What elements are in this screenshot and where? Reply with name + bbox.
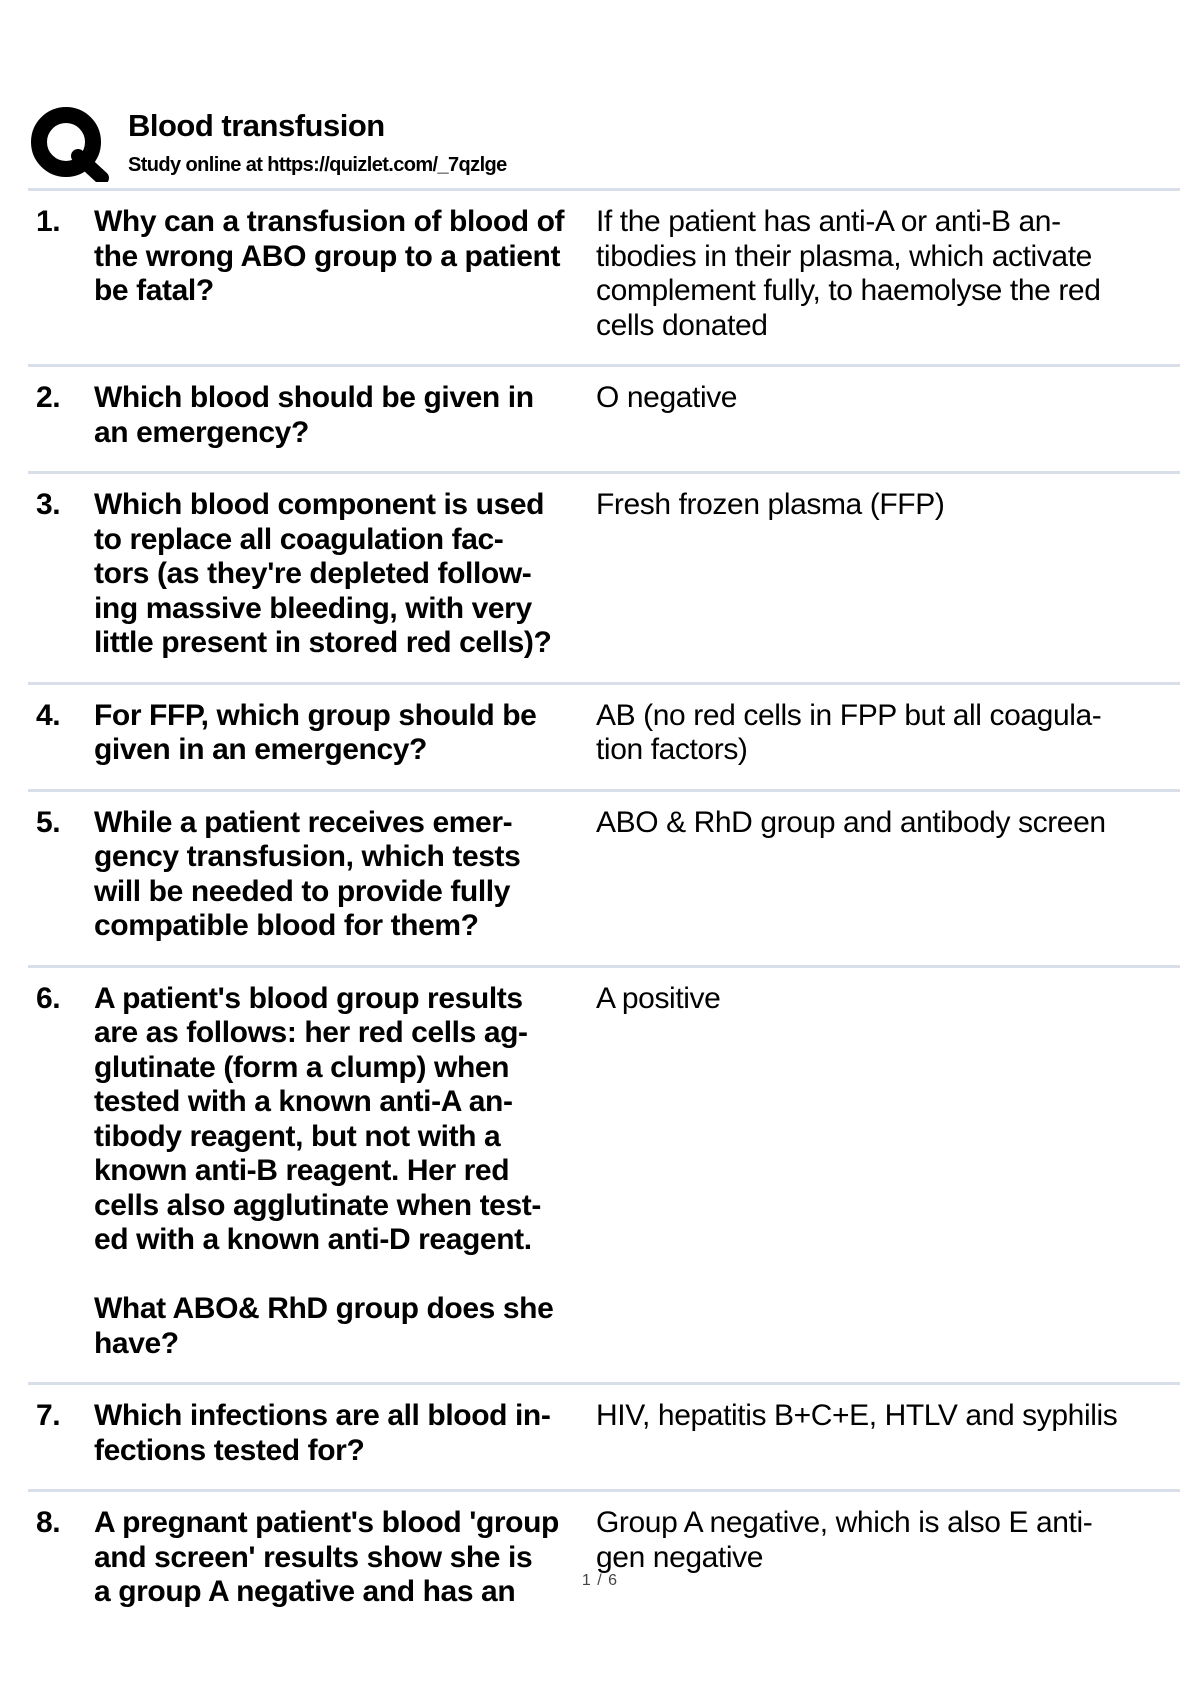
flashcard-row xyxy=(28,1385,1180,1489)
flashcard-row xyxy=(28,968,1180,1383)
card-term: Which blood should be given in an emergency? xyxy=(94,381,534,449)
card-term: For FFP, which group should be given in an emergency? xyxy=(94,698,537,766)
document-title: Blood transfusion xyxy=(128,108,385,143)
header xyxy=(30,104,1180,184)
flashcard-row xyxy=(28,367,1180,471)
card-term: A patient's blood group results are as follows: her red cells ag- glutinate (form a clump) when tested with a known anti-A an- tibody reagent, but not with a known anti-B reagent. Her red cells also agglutinate when test- ed with a known anti-D reagent. What ABO& RhD group does she have? xyxy=(94,981,554,1360)
card-definition: If the patient has anti-A or anti-B an- tibodies in their plasma, which activate complement fully, to haemolyse the red cells donated xyxy=(596,205,1101,342)
card-number: 3. xyxy=(36,488,61,521)
flashcard-list xyxy=(28,188,1180,1631)
card-definition: A positive xyxy=(596,981,721,1015)
card-term: Which infections are all blood in- fections tested for? xyxy=(94,1399,551,1467)
card-term: Why can a transfusion of blood of the wrong ABO group to a patient be fatal? xyxy=(94,205,565,307)
flashcard-row xyxy=(28,474,1180,682)
card-number: 6. xyxy=(36,981,61,1015)
flashcard-row xyxy=(28,191,1180,364)
card-term: While a patient receives emer- gency transfusion, which tests will be needed to provide fully compatible blood for them? xyxy=(94,805,521,942)
card-number: 5. xyxy=(36,805,61,839)
card-number: 7. xyxy=(36,1399,61,1432)
card-definition: HIV, hepatitis B+C+E, HTLV and syphilis xyxy=(596,1399,1118,1432)
card-definition: ABO & RhD group and antibody screen xyxy=(596,805,1106,839)
card-definition: Fresh frozen plasma (FFP) xyxy=(596,488,945,521)
page-number: 1 / 6 xyxy=(581,1572,619,1589)
card-number: 2. xyxy=(36,381,61,414)
card-number: 8. xyxy=(36,1506,61,1539)
card-number: 1. xyxy=(36,205,61,238)
flashcard-row xyxy=(28,792,1180,965)
card-definition: O negative xyxy=(596,381,738,414)
quizlet-q-logo-icon xyxy=(30,106,110,182)
card-term: Which blood component is used to replace all coagulation fac- tors (as they're depleted follow- ing massive bleeding, with very little present in stored red cells)? xyxy=(94,488,552,659)
card-number: 4. xyxy=(36,698,61,732)
flashcard-row xyxy=(28,685,1180,789)
study-online-link-text: Study online at https://quizlet.com/_7qzlge xyxy=(128,154,507,176)
card-term: A pregnant patient's blood 'group and screen' results show she is a group A negative and has an xyxy=(94,1506,559,1608)
flashcard-row xyxy=(28,1492,1180,1631)
card-definition: Group A negative, which is also E anti- gen negative xyxy=(596,1506,1093,1574)
card-definition: AB (no red cells in FPP but all coagula- tion factors) xyxy=(596,698,1102,766)
